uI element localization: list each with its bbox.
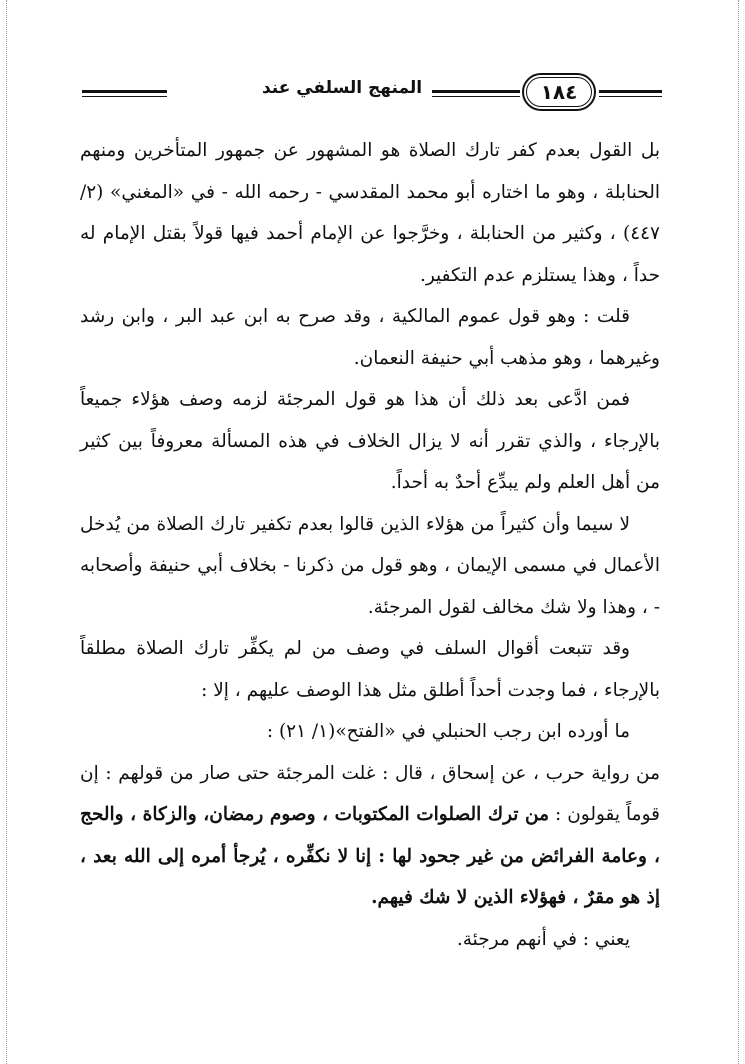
page-header [82,70,662,120]
paragraph: بل القول بعدم كفر تارك الصلاة هو المشهور عن جمهور المتأخرين ومنهم الحنابلة ، وهو ما اختاره أبو محمد المقدسي - رحمه الله - في «المغني» (٢/ ٤٤٧) ، وكثير من الحنابلة ، وخرَّجوا عن الإمام أحمد فيها قولاً بقتل الإمام له حداً ، وهذا يستلزم عدم التكفير. [80,140,660,286]
header-rule-middle [432,90,520,97]
quote-paragraph [80,753,660,919]
page-edge-left [6,0,7,1064]
body-text [80,130,660,960]
running-title: المنهج السلفي عند [257,78,427,98]
page-number: ١٨٤ [526,77,592,107]
paragraph: ما أورده ابن رجب الحنبلي في «الفتح»(١/ ٢١) : [266,721,630,742]
page-number-oval [522,73,596,111]
header-rule-left [82,90,167,97]
paragraph: وقد تتبعت أقوال السلف في وصف من لم يكفِّر تارك الصلاة مطلقاً بالإرجاء ، فما وجدت أحداً أطلق مثل هذا الوصف عليهم ، إلا : [80,638,660,701]
paragraph: فمن ادَّعى بعد ذلك أن هذا هو قول المرجئة لزمه وصف هؤلاء جميعاً بالإرجاء ، والذي تقرر أنه لا يزال الخلاف في هذه المسألة معروفاً بين كثير من أهل العلم ولم يبدِّع أحدٌ به أحداً. [80,389,660,493]
paragraph: قلت : وهو قول عموم المالكية ، وقد صرح به ابن عبد البر ، وابن رشد وغيرهما ، وهو مذهب أبي حنيفة النعمان. [80,306,660,369]
quote-intro: من رواية حرب ، عن إسحاق ، قال : غلت المرجئة حتى صار من قولهم : إن قوماً يقولون : [80,762,660,825]
header-rule-right [599,90,662,97]
quote-bold-text: من ترك الصلوات المكتوبات ، وصوم رمضان، والزكاة ، والحج ، وعامة الفرائض من غير جحود لها : إنا لا نكفِّره ، يُرجأ أمره إلى الله بعد ، إذ هو مقرٌ ، فهؤلاء الذين لا شك فيهم. [80,804,660,908]
closing-line: يعني : في أنهم مرجئة. [456,928,630,950]
page-edge-right [738,0,739,1064]
paragraph: لا سيما وأن كثيراً من هؤلاء الذين قالوا بعدم تكفير تارك الصلاة من يُدخل الأعمال في مسمى الإيمان ، وهو قول من ذكرنا - بخلاف أبي حنيفة وأصحابه - ، وهذا ولا شك مخالف لقول المرجئة. [80,513,660,618]
